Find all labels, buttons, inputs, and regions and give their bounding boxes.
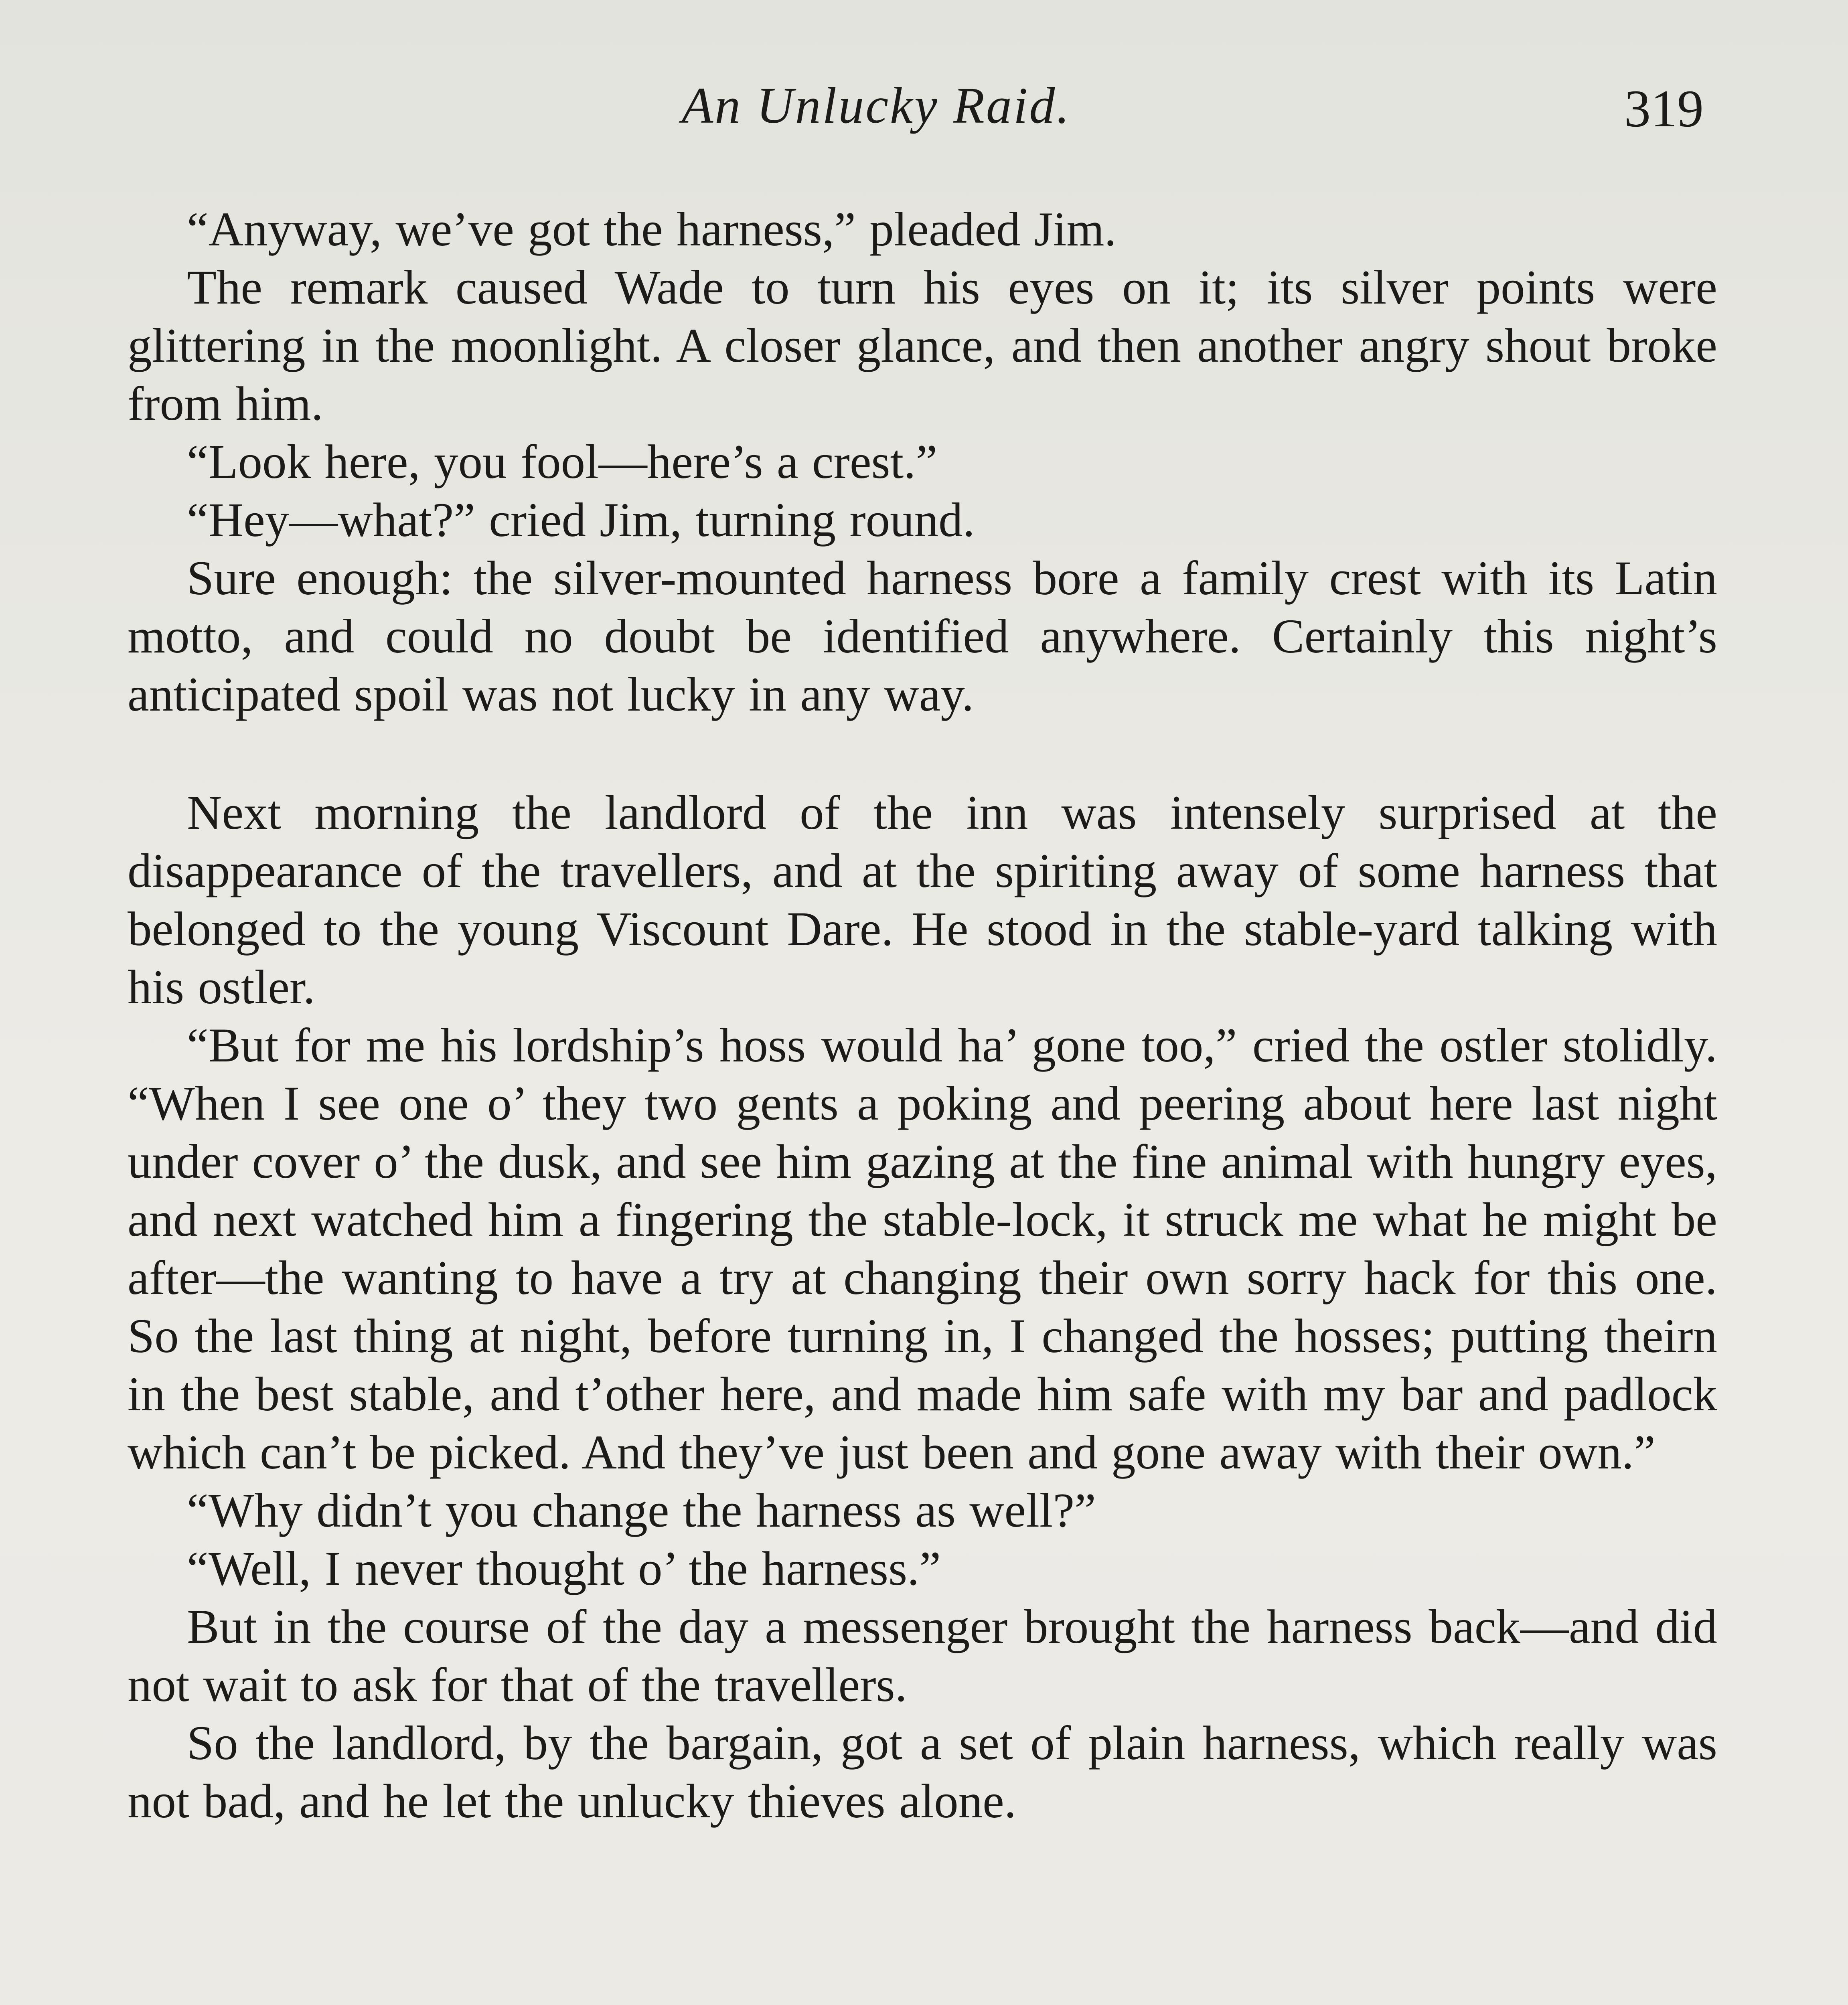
paragraph: “Look here, you fool—here’s a crest.” bbox=[187, 435, 938, 489]
paragraph: “Hey—what?” cried Jim, turning round. bbox=[187, 493, 975, 547]
paragraph: But in the course of the day a messenger brought the harness back—and did not wait to ask for that of the travellers. bbox=[128, 1600, 1717, 1712]
paragraph: “Why didn’t you change the harness as well?” bbox=[187, 1484, 1096, 1537]
running-title: An Unlucky Raid. bbox=[682, 77, 1071, 134]
paragraph: “Anyway, we’ve got the harness,” pleaded Jim. bbox=[187, 203, 1116, 256]
page-number: 319 bbox=[1624, 79, 1704, 138]
body-text bbox=[128, 200, 1717, 1831]
paragraph: Sure enough: the silver-mounted harness bore a family crest with its Latin motto, and could no doubt be identified anywhere. Certainly this night’s anticipated spoil was not lucky in any way. bbox=[128, 551, 1717, 721]
running-head bbox=[0, 76, 1848, 156]
paragraph: Next morning the landlord of the inn was intensely surprised at the disappearance of the travellers, and at the spiriting away of some harness that belonged to the young Viscount Dare. He stood in the stable-yard talking with his ostler. bbox=[128, 786, 1717, 1014]
section-break bbox=[128, 724, 1717, 784]
paragraph: So the landlord, by the bargain, got a set of plain harness, which really was not bad, and he let the unlucky thieves alone. bbox=[128, 1716, 1717, 1828]
paragraph: “But for me his lordship’s hoss would ha’ gone too,” cried the ostler stolidly. “When I see one o’ they two gents a poking and peering about here last night under cover o’ the dusk, and see him gazing at the fine animal with hungry eyes, and next watched him a fingering the stable-lock, it struck me what he might be after—the wanting to have a try at changing their own sorry hack for this one. So the last thing at night, before turning in, I changed the hosses; putting theirn in the best stable, and t’other here, and made him safe with my bar and padlock which can’t be picked. And they’ve just been and gone away with their own.” bbox=[128, 1019, 1717, 1479]
paragraph: The remark caused Wade to turn his eyes on it; its silver points were glittering in the moonlight. A closer glance, and then another angry shout broke from him. bbox=[128, 261, 1717, 431]
paragraph: “Well, I never thought o’ the harness.” bbox=[187, 1542, 941, 1596]
